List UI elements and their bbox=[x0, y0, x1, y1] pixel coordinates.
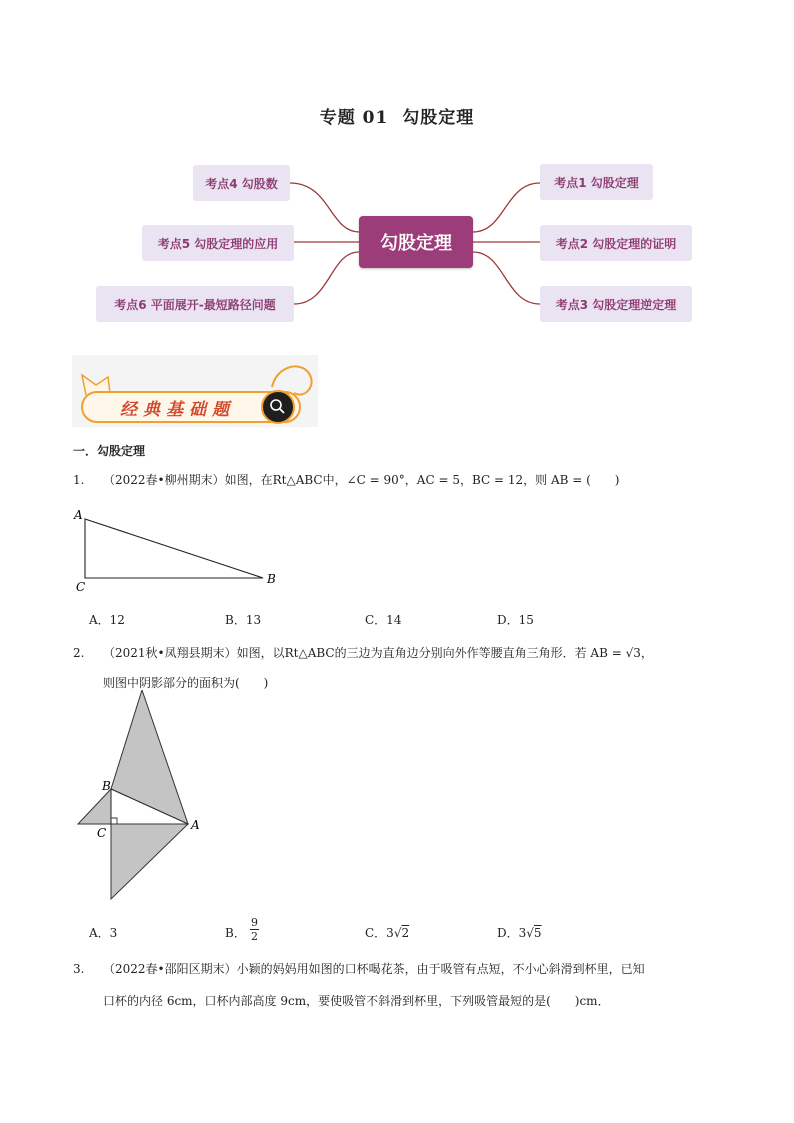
mindmap-center: 勾股定理 bbox=[359, 216, 473, 268]
q1-choice-d[interactable]: D．15 bbox=[497, 613, 534, 627]
question-2-text-line2: 则图中阴影部分的面积为( ) bbox=[103, 676, 269, 690]
q2-choice-b-fraction: 9 2 bbox=[251, 916, 258, 943]
question-3-text: （2022春•邵阳区期末）小颖的妈妈用如图的口杯喝花茶，由于吸管有点短，不小心斜滑到杯里，已知 bbox=[103, 962, 645, 976]
mindmap-node-kaodian3: 考点3 勾股定理逆定理 bbox=[540, 286, 692, 322]
section-banner bbox=[72, 355, 318, 427]
q1-label-b: B bbox=[267, 572, 276, 586]
question-3-text-line2: 口杯的内径 6cm，口杯内部高度 9cm，要使吸管不斜滑到杯里，下列吸管最短的是( )cm． bbox=[103, 994, 610, 1008]
q1-choice-b[interactable]: B．13 bbox=[225, 613, 262, 627]
banner-text: 经典基础题 bbox=[120, 400, 235, 420]
q1-choice-a[interactable]: A．12 bbox=[89, 613, 125, 627]
mindmap-node-kaodian1: 考点1 勾股定理 bbox=[540, 164, 653, 200]
q2-choice-c[interactable]: C．3√2 bbox=[365, 926, 410, 940]
search-icon bbox=[262, 391, 294, 423]
q1-label-c: C bbox=[76, 580, 86, 594]
q1-choice-c[interactable]: C．14 bbox=[365, 613, 402, 627]
question-3: 3. （2022春•邵阳区期末）小颖的妈妈用如图的口杯喝花茶，由于吸管有点短，不小心斜滑到杯里，已知 bbox=[73, 962, 645, 976]
q2-choice-a[interactable]: A．3 bbox=[89, 926, 118, 940]
mindmap-node-kaodian6: 考点6 平面展开-最短路径问题 bbox=[96, 286, 294, 322]
q2-label-a: A bbox=[191, 818, 200, 832]
question-1-choices bbox=[0, 611, 794, 627]
mindmap-node-kaodian5: 考点5 勾股定理的应用 bbox=[142, 225, 294, 261]
question-1-text: （2022春•柳州期末）如图，在Rt△ABC中，∠C = 90°，AC = 5，BC = 12，则 AB = ( ) bbox=[103, 473, 620, 487]
q1-label-a: A bbox=[74, 508, 83, 522]
q2-label-c: C bbox=[97, 826, 107, 840]
question-1-figure bbox=[70, 505, 290, 595]
q2-choice-d[interactable]: D．3√5 bbox=[497, 926, 542, 940]
question-2-text: （2021秋•凤翔县期末）如图，以Rt△ABC的三边为直角边分别向外作等腰直角三角形．若 AB = √3， bbox=[103, 646, 653, 660]
question-2: 2. （2021秋•凤翔县期末）如图，以Rt△ABC的三边为直角边分别向外作等腰直角三角形．若 AB = √3， bbox=[73, 646, 653, 660]
mindmap-node-kaodian4: 考点4 勾股数 bbox=[193, 165, 290, 201]
question-2-choices bbox=[0, 916, 794, 950]
page-title: 专题 01 勾股定理 bbox=[319, 108, 475, 128]
question-2-figure bbox=[70, 690, 220, 905]
mindmap-node-kaodian2: 考点2 勾股定理的证明 bbox=[540, 225, 692, 261]
section-heading: 一．勾股定理 bbox=[73, 444, 146, 458]
q2-label-b: B bbox=[102, 779, 111, 793]
q2-choice-b[interactable]: B． bbox=[225, 926, 246, 940]
question-1: 1. （2022春•柳州期末）如图，在Rt△ABC中，∠C = 90°，AC = 5，BC = 12，则 AB = ( ) bbox=[73, 473, 620, 487]
